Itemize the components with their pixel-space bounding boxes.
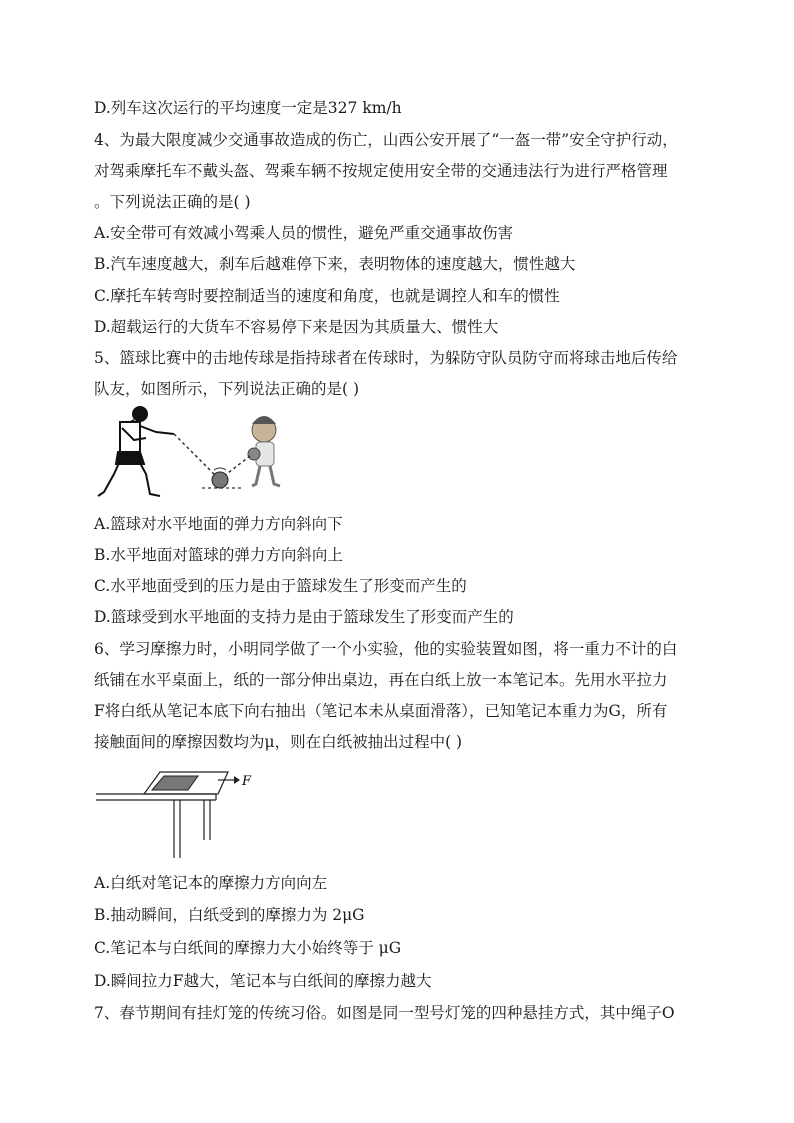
- q6-option-b: B.抽动瞬间，白纸受到的摩擦力为 2μG: [94, 906, 365, 924]
- q5-option-d: D.篮球受到水平地面的支持力是由于篮球发生了形变而产生的: [94, 608, 514, 626]
- q6-stem-line-4: 接触面间的摩擦因数均为μ，则在白纸被抽出过程中( ): [94, 733, 463, 751]
- bounce-pass-figure: [94, 404, 304, 504]
- q5-stem-line-2: 队友，如图所示，下列说法正确的是( ): [94, 380, 360, 398]
- passer-figure: [98, 407, 174, 496]
- q6-stem-line-2: 纸铺在水平桌面上，纸的一部分伸出桌边，再在白纸上放一本笔记本。先用水平拉力: [94, 671, 668, 689]
- basketball: [212, 472, 228, 488]
- outgoing-path: [224, 456, 250, 476]
- q6-stem-line-1: 6、学习摩擦力时，小明同学做了一个小实验，他的实验装置如图，将一重力不计的白: [94, 640, 678, 658]
- receiver-figure: [248, 416, 280, 486]
- q5-option-b: B.水平地面对篮球的弹力方向斜向上: [94, 546, 343, 564]
- q4-option-b: B.汽车速度越大，刹车后越难停下来，表明物体的速度越大，惯性越大: [94, 255, 576, 273]
- q7-stem-line-1: 7、春节期间有挂灯笼的传统习俗。如图是同一型号灯笼的四种悬挂方式，其中绳子O: [94, 1004, 675, 1022]
- q6-stem-line-3: F将白纸从笔记本底下向右抽出（笔记本未从桌面滑落），已知笔记本重力为G，所有: [94, 702, 668, 720]
- q4-option-c: C.摩托车转弯时要控制适当的速度和角度，也就是调控人和车的惯性: [94, 287, 560, 305]
- table-paper-figure: [94, 764, 264, 860]
- q3-option-d: D.列车这次运行的平均速度一定是327 km/h: [94, 99, 402, 117]
- q6-option-c: C.笔记本与白纸间的摩擦力大小始终等于 μG: [94, 939, 402, 957]
- incoming-path: [174, 434, 216, 476]
- q5-stem-line-1: 5、篮球比赛中的击地传球是指持球者在传球时，为躲防守队员防守而将球击地后传给: [94, 349, 678, 367]
- q4-option-a: A.安全带可有效减小驾乘人员的惯性，避免严重交通事故伤害: [94, 224, 514, 242]
- q5-option-a: A.篮球对水平地面的弹力方向斜向下: [94, 515, 343, 533]
- q4-stem-line-2: 对驾乘摩托车不戴头盔、驾乘车辆不按规定使用安全带的交通违法行为进行严格管理: [94, 162, 668, 180]
- q4-option-d: D.超载运行的大货车不容易停下来是因为其质量大、惯性大: [94, 318, 499, 336]
- force-label: F: [242, 774, 252, 789]
- q4-stem-line-1: 4、为最大限度减少交通事故造成的伤亡，山西公安开展了“一盔一带”安全守护行动，: [94, 131, 678, 149]
- q6-option-a: A.白纸对笔记本的摩擦力方向向左: [94, 874, 328, 892]
- notebook: [152, 776, 198, 790]
- q6-option-d: D.瞬间拉力F越大，笔记本与白纸间的摩擦力越大: [94, 972, 432, 990]
- q5-option-c: C.水平地面受到的压力是由于篮球发生了形变而产生的: [94, 577, 467, 595]
- q4-stem-line-3: 。下列说法正确的是( ): [94, 193, 251, 211]
- bounce-arc: [214, 468, 226, 470]
